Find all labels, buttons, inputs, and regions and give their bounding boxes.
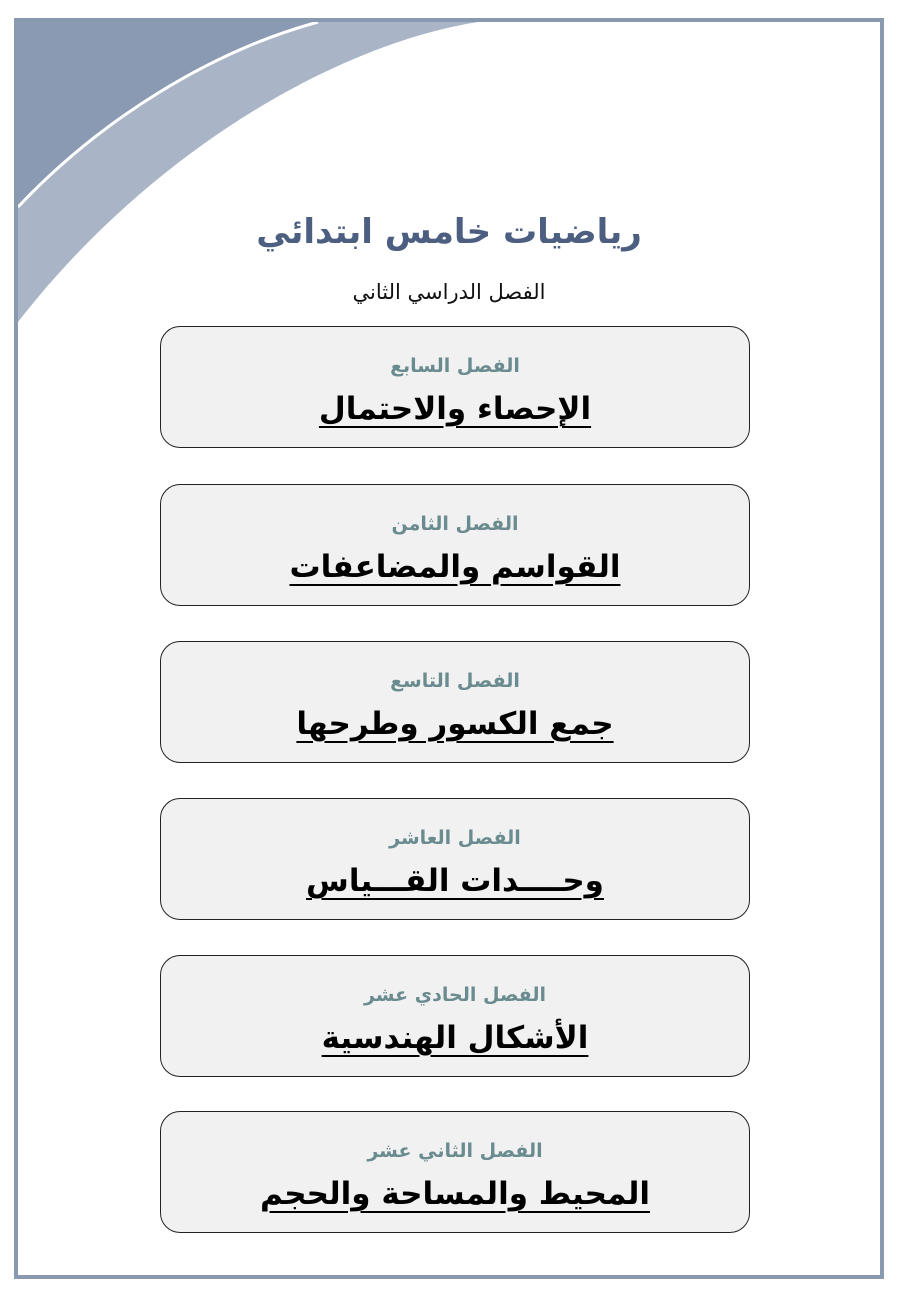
chapter-card-9[interactable]: [160, 641, 750, 763]
chapter-number: الفصل الثامن: [391, 513, 519, 535]
chapter-number: الفصل التاسع: [390, 670, 520, 692]
chapter-card-11[interactable]: [160, 955, 750, 1077]
chapter-title: الأشكال الهندسية: [321, 1020, 589, 1056]
chapter-title: المحيط والمساحة والحجم: [260, 1176, 650, 1212]
chapter-title: الإحصاء والاحتمال: [318, 391, 592, 427]
chapter-card-10[interactable]: [160, 798, 750, 920]
chapter-title: جمع الكسور وطرحها: [296, 706, 614, 742]
page-subtitle: الفصل الدراسي الثاني: [352, 280, 546, 304]
chapter-card-8[interactable]: [160, 484, 750, 606]
page-title: رياضيات خامس ابتدائي: [256, 212, 642, 252]
chapter-title: وحــــدات القـــياس: [306, 863, 604, 899]
chapter-number: الفصل الحادي عشر: [363, 984, 546, 1006]
chapter-card-7[interactable]: [160, 326, 750, 448]
chapter-title: القواسم والمضاعفات: [289, 549, 621, 585]
chapter-number: الفصل الثاني عشر: [367, 1140, 543, 1162]
chapter-number: الفصل العاشر: [389, 827, 521, 849]
chapter-number: الفصل السابع: [390, 355, 520, 377]
chapter-card-12[interactable]: [160, 1111, 750, 1233]
